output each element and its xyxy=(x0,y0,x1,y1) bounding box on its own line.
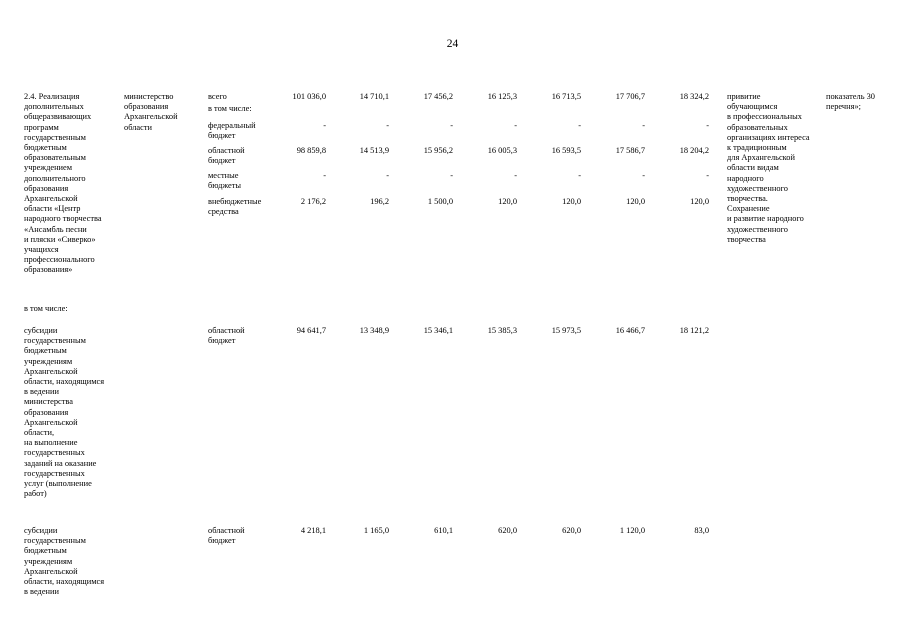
subsidy2-name: субсидии государственным бюджетным учреждениям Архангельской области, находящимся в ведении xyxy=(24,526,105,597)
funding-row-1-value-7: 18 324,2 xyxy=(679,92,709,101)
subsidy1-name: субсидии государственным бюджетным учреждениям Архангельской области, находящимся в ведении министерства образования Архангельской области, на выполнение государственных заданий на оказание государственных услуг (выполнение работ) xyxy=(24,326,105,499)
subsidy1-value-6: 16 466,7 xyxy=(615,326,645,335)
subsidy2-value-7: 83,0 xyxy=(694,526,709,535)
subsidy2-value-5: 620,0 xyxy=(562,526,581,535)
funding-row-5-value-4: - xyxy=(514,171,517,180)
subsidy2-value-4: 620,0 xyxy=(498,526,517,535)
activity-executor: министерство образования Архангельской области xyxy=(124,92,178,132)
funding-row-3-value-6: - xyxy=(642,121,645,130)
subsidy2-value-6: 1 120,0 xyxy=(619,526,645,535)
page-number: 24 xyxy=(446,38,459,50)
funding-row-1-value-6: 17 706,7 xyxy=(615,92,645,101)
funding-row-3-value-4: - xyxy=(514,121,517,130)
funding-source-6: внебюджетные средства xyxy=(208,197,262,217)
funding-row-1-value-1: 101 036,0 xyxy=(292,92,326,101)
funding-row-5-value-5: - xyxy=(578,171,581,180)
funding-source-4: областной бюджет xyxy=(208,146,245,166)
funding-source-5: местные бюджеты xyxy=(208,171,242,191)
subsidy1-value-3: 15 346,1 xyxy=(423,326,453,335)
funding-source-1: всего xyxy=(208,92,227,101)
funding-row-1-value-5: 16 713,5 xyxy=(551,92,581,101)
subsidy2-source: областной бюджет xyxy=(208,526,245,546)
activity-result: привитие обучающимся в профессиональных образовательных организациях интереса к традиционным для Архангельской области видам народного художественного творчества. Сохранение и развитие народного художественного творчества xyxy=(727,92,810,244)
funding-row-4-value-1: 98 859,8 xyxy=(296,146,326,155)
funding-source-2: в том числе: xyxy=(208,104,252,113)
funding-row-4-value-5: 16 593,5 xyxy=(551,146,581,155)
funding-row-4-value-4: 16 005,3 xyxy=(487,146,517,155)
funding-row-6-value-3: 1 500,0 xyxy=(427,197,453,206)
activity-indicator: показатель 30 перечня»; xyxy=(826,92,875,112)
subsidy1-value-1: 94 641,7 xyxy=(296,326,326,335)
funding-row-6-value-1: 2 176,2 xyxy=(300,197,326,206)
subsidy1-value-5: 15 973,5 xyxy=(551,326,581,335)
funding-row-3-value-3: - xyxy=(450,121,453,130)
subsidy1-source: областной бюджет xyxy=(208,326,245,346)
funding-row-6-value-4: 120,0 xyxy=(498,197,517,206)
funding-row-1-value-3: 17 456,2 xyxy=(423,92,453,101)
activity-name: 2.4. Реализация дополнительных общеразвивающих программ государственным бюджетным образовательным учреждением дополнительного образования Архангельской области «Центр народного творчества «Ансамбль песни и пляски «Сиверко» учащихся профессионального образования» xyxy=(24,92,102,275)
funding-row-6-value-7: 120,0 xyxy=(690,197,709,206)
funding-row-6-value-5: 120,0 xyxy=(562,197,581,206)
funding-row-3-value-5: - xyxy=(578,121,581,130)
subsidy1-value-2: 13 348,9 xyxy=(359,326,389,335)
funding-row-3-value-2: - xyxy=(386,121,389,130)
funding-row-5-value-7: - xyxy=(706,171,709,180)
including-label: в том числе: xyxy=(24,304,68,313)
funding-source-3: федеральный бюджет xyxy=(208,121,256,141)
funding-row-6-value-2: 196,2 xyxy=(370,197,389,206)
funding-row-3-value-7: - xyxy=(706,121,709,130)
funding-row-1-value-2: 14 710,1 xyxy=(359,92,389,101)
subsidy1-value-4: 15 385,3 xyxy=(487,326,517,335)
funding-row-1-value-4: 16 125,3 xyxy=(487,92,517,101)
subsidy2-value-3: 610,1 xyxy=(434,526,453,535)
funding-row-5-value-3: - xyxy=(450,171,453,180)
funding-row-5-value-2: - xyxy=(386,171,389,180)
funding-row-3-value-1: - xyxy=(323,121,326,130)
funding-row-4-value-2: 14 513,9 xyxy=(359,146,389,155)
subsidy2-value-1: 4 218,1 xyxy=(300,526,326,535)
funding-row-5-value-1: - xyxy=(323,171,326,180)
funding-row-4-value-7: 18 204,2 xyxy=(679,146,709,155)
funding-row-5-value-6: - xyxy=(642,171,645,180)
subsidy2-value-2: 1 165,0 xyxy=(363,526,389,535)
funding-row-4-value-3: 15 956,2 xyxy=(423,146,453,155)
funding-row-4-value-6: 17 586,7 xyxy=(615,146,645,155)
funding-row-6-value-6: 120,0 xyxy=(626,197,645,206)
subsidy1-value-7: 18 121,2 xyxy=(679,326,709,335)
